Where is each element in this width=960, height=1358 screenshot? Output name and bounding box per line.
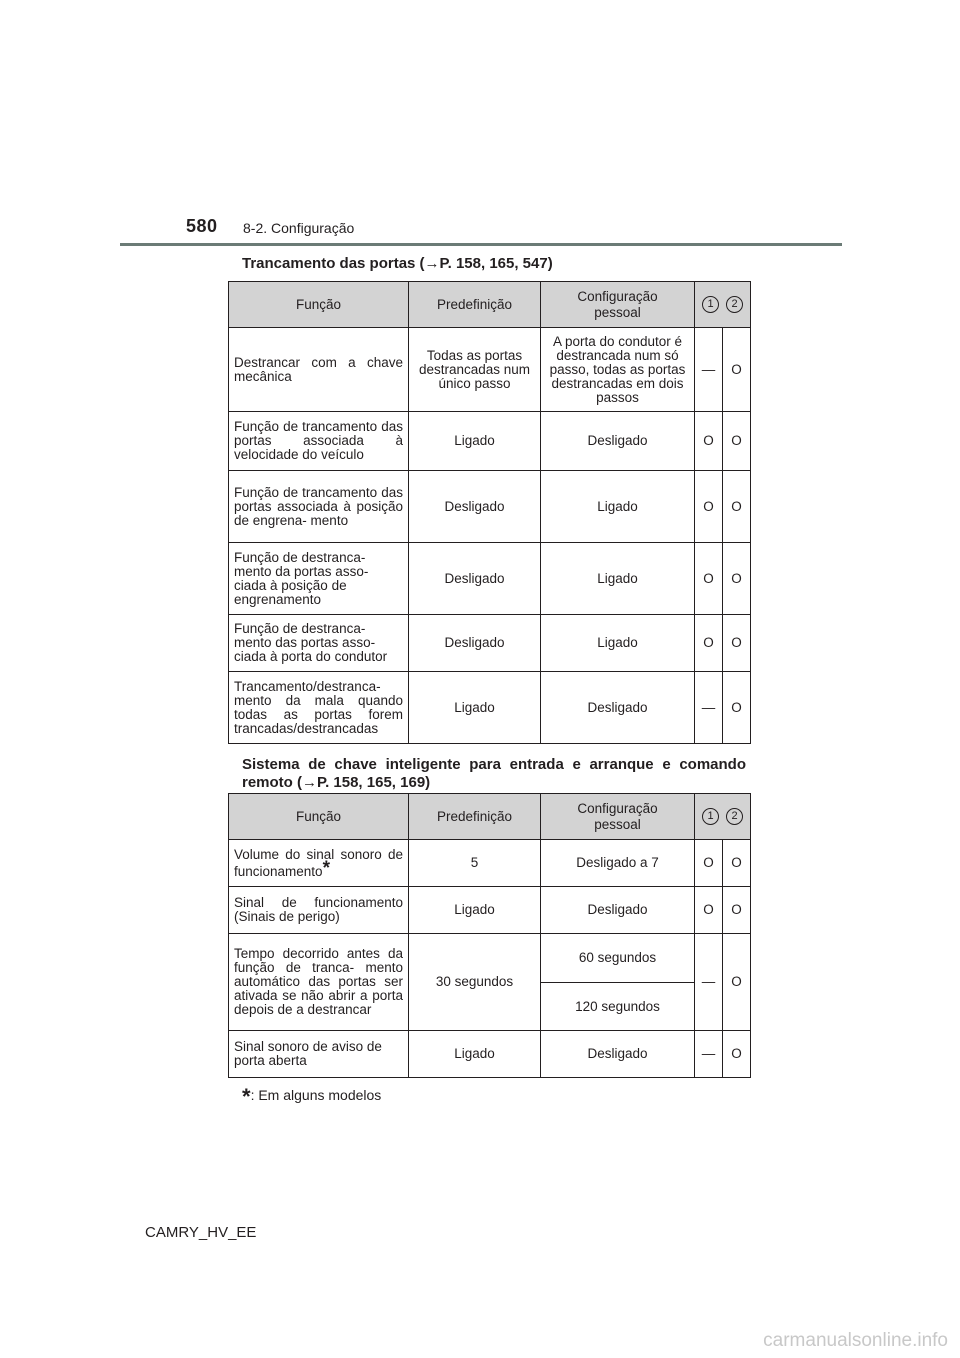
col-funcao: Função bbox=[229, 282, 409, 328]
table-row bbox=[229, 934, 751, 983]
section-title: 8-2. Configuração bbox=[243, 220, 355, 236]
table-header-row bbox=[229, 794, 751, 840]
table-row bbox=[229, 1031, 751, 1078]
cell-mark1: O bbox=[695, 471, 723, 543]
footnote-text: : Em alguns modelos bbox=[250, 1087, 382, 1103]
cell-predef: 30 segundos bbox=[409, 934, 541, 1031]
cell-funcao: Destrancar com a chave mecânica bbox=[229, 328, 409, 412]
table-row bbox=[229, 543, 751, 615]
cell-config-b: 120 segundos bbox=[541, 983, 695, 1031]
table-row bbox=[229, 887, 751, 934]
table-row bbox=[229, 615, 751, 672]
footnote-asterisk: * bbox=[322, 857, 330, 879]
cell-config-a: 60 segundos bbox=[541, 934, 695, 983]
cell-funcao: Sinal de funcionamento (Sinais de perigo) bbox=[229, 887, 409, 934]
cell-predef: 5 bbox=[409, 840, 541, 887]
cell-funcao: Função de destranca- mento da portas asso- ciada à posição de engrenamento bbox=[229, 543, 409, 615]
cell-predef: Desligado bbox=[409, 471, 541, 543]
table-row bbox=[229, 328, 751, 412]
cell-config: Ligado bbox=[541, 543, 695, 615]
cell-mark2: O bbox=[723, 328, 751, 412]
col-config: Configuração pessoal bbox=[541, 282, 695, 328]
cell-mark1: — bbox=[695, 1031, 723, 1078]
table-row bbox=[229, 672, 751, 744]
cell-config: A porta do condutor é destrancada num só passo, todas as portas destrancadas em dois passos bbox=[541, 328, 695, 412]
cell-funcao bbox=[229, 840, 409, 887]
cell-predef: Ligado bbox=[409, 1031, 541, 1078]
cell-predef: Desligado bbox=[409, 543, 541, 615]
col-funcao: Função bbox=[229, 794, 409, 840]
cell-mark2: O bbox=[723, 615, 751, 672]
table1-heading: Trancamento das portas (→P. 158, 165, 547) bbox=[242, 255, 553, 272]
table-row bbox=[229, 412, 751, 471]
cell-config: Ligado bbox=[541, 471, 695, 543]
table-row bbox=[229, 471, 751, 543]
cell-predef: Ligado bbox=[409, 672, 541, 744]
cell-mark2: O bbox=[723, 471, 751, 543]
cell-predef: Ligado bbox=[409, 887, 541, 934]
cell-config: Desligado bbox=[541, 412, 695, 471]
cell-predef: Todas as portas destrancadas num único passo bbox=[409, 328, 541, 412]
smart-key-table bbox=[228, 793, 751, 1078]
cell-mark2: O bbox=[723, 672, 751, 744]
col-predefinicao: Predefinição bbox=[409, 794, 541, 840]
circled-2-icon: 2 bbox=[726, 296, 743, 313]
cell-mark1: O bbox=[695, 412, 723, 471]
cell-config: Desligado bbox=[541, 1031, 695, 1078]
cell-mark2: O bbox=[723, 887, 751, 934]
cell-config: Desligado bbox=[541, 672, 695, 744]
cell-funcao-text: Volume do sinal sonoro de funcionamento bbox=[234, 846, 403, 879]
table-header-row bbox=[229, 282, 751, 328]
col-marks bbox=[695, 282, 751, 328]
header-divider bbox=[120, 243, 842, 246]
cell-config: Desligado a 7 bbox=[541, 840, 695, 887]
col-config: Configuração pessoal bbox=[541, 794, 695, 840]
cell-config: Desligado bbox=[541, 887, 695, 934]
door-lock-table bbox=[228, 281, 751, 744]
col-marks bbox=[695, 794, 751, 840]
cell-funcao: Função de trancamento das portas associada à velocidade do veículo bbox=[229, 412, 409, 471]
cell-funcao: Função de destranca- mento das portas asso- ciada à porta do condutor bbox=[229, 615, 409, 672]
footnote-asterisk: * bbox=[242, 1084, 251, 1109]
cell-mark1: O bbox=[695, 543, 723, 615]
circled-2-icon: 2 bbox=[726, 808, 743, 825]
cell-predef: Ligado bbox=[409, 412, 541, 471]
cell-mark2: O bbox=[723, 934, 751, 1031]
table-row bbox=[229, 840, 751, 887]
cell-mark2: O bbox=[723, 543, 751, 615]
page-number: 580 bbox=[186, 216, 218, 236]
cell-funcao: Função de trancamento das portas associada à posição de engrena- mento bbox=[229, 471, 409, 543]
cell-config: Ligado bbox=[541, 615, 695, 672]
cell-mark1: — bbox=[695, 328, 723, 412]
circled-1-icon: 1 bbox=[702, 296, 719, 313]
cell-mark2: O bbox=[723, 840, 751, 887]
col-predefinicao: Predefinição bbox=[409, 282, 541, 328]
cell-mark1: O bbox=[695, 887, 723, 934]
table2-heading: Sistema de chave inteligente para entrada e arranque e comando remoto (→P. 158, 165, 169) bbox=[242, 756, 746, 791]
cell-mark1: — bbox=[695, 672, 723, 744]
watermark: carmanualsonline.info bbox=[763, 1330, 948, 1351]
cell-predef: Desligado bbox=[409, 615, 541, 672]
cell-mark1: — bbox=[695, 934, 723, 1031]
circled-1-icon: 1 bbox=[702, 808, 719, 825]
cell-mark1: O bbox=[695, 840, 723, 887]
cell-funcao: Sinal sonoro de aviso de porta aberta bbox=[229, 1031, 409, 1078]
cell-mark2: O bbox=[723, 412, 751, 471]
cell-mark1: O bbox=[695, 615, 723, 672]
model-code: CAMRY_HV_EE bbox=[145, 1224, 257, 1241]
cell-funcao: Trancamento/destranca- mento da mala quando todas as portas forem trancadas/destrancadas bbox=[229, 672, 409, 744]
cell-mark2: O bbox=[723, 1031, 751, 1078]
footnote bbox=[242, 1084, 381, 1110]
cell-funcao: Tempo decorrido antes da função de tranca- mento automático das portas ser ativada se não abrir a porta depois de a destrancar bbox=[229, 934, 409, 1031]
